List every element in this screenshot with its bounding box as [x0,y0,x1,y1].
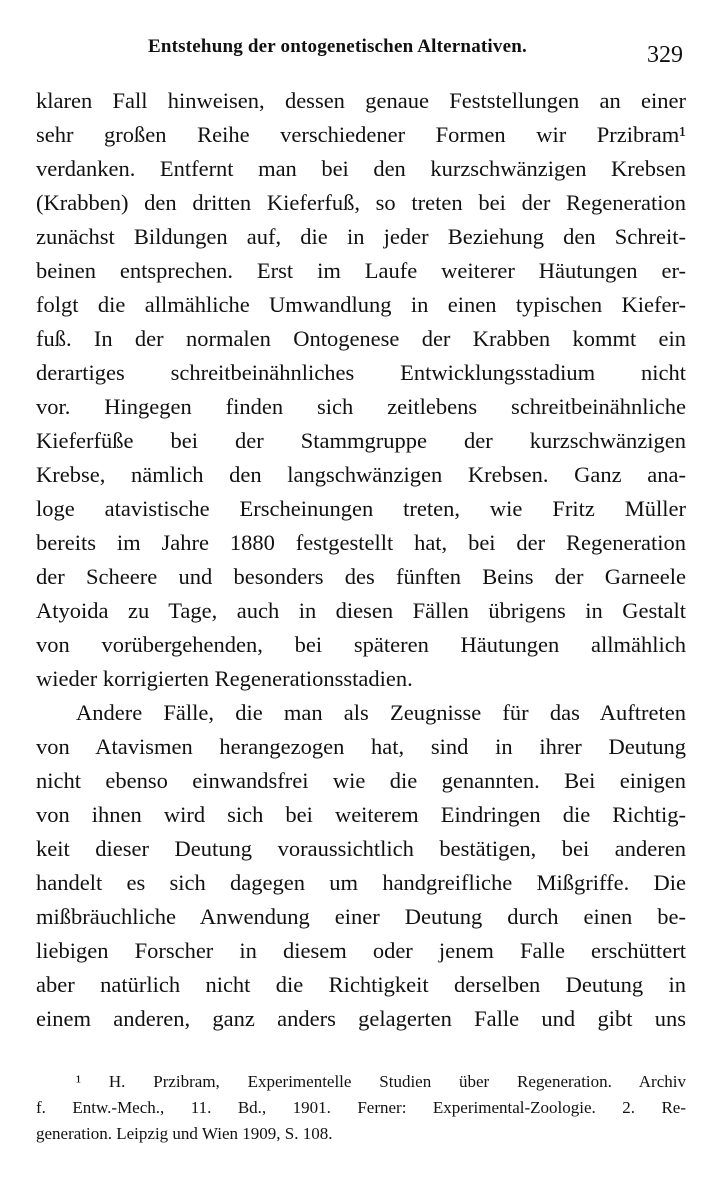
text-line: derartiges schreitbeinähnliches Entwicklungsstadium nicht [36,360,686,385]
text-line: sehr großen Reihe verschiedener Formen wir Przibram¹ [36,122,686,147]
footnote-line: f. Entw.-Mech., 11. Bd., 1901. Ferner: Experimental-Zoologie. 2. Re- [36,1098,686,1117]
paragraph-end-line: wieder korrigierten Regenerationsstadien. [36,666,413,691]
text-line: bereits im Jahre 1880 festgestellt hat, bei der Regeneration [36,530,686,555]
text-line: nicht ebenso einwandsfrei wie die genannten. Bei einigen [36,768,686,793]
text-line: zunächst Bildungen auf, die in jeder Beziehung den Schreit- [36,224,686,249]
text-line: keit dieser Deutung voraussichtlich bestätigen, bei anderen [36,836,686,861]
body-text [36,84,686,1036]
text-line: fuß. In der normalen Ontogenese der Krabben kommt ein [36,326,686,351]
text-line: vor. Hingegen finden sich zeitlebens schreitbeinähnliche [36,394,686,419]
footnote-line: ¹ H. Przibram, Experimentelle Studien über Regeneration. Archiv [76,1072,686,1091]
text-line: Kieferfüße bei der Stammgruppe der kurzschwänzigen [36,428,686,453]
text-line: aber natürlich nicht die Richtigkeit derselben Deutung in [36,972,686,997]
footnote-line: generation. Leipzig und Wien 1909, S. 108. [36,1124,333,1143]
text-line: mißbräuchliche Anwendung einer Deutung durch einen be- [36,904,686,929]
running-title: Entstehung der ontogenetischen Alternativen. [148,36,527,57]
text-line: klaren Fall hinweisen, dessen genaue Feststellungen an einer [36,88,686,113]
page-number: 329 [647,42,683,68]
text-line: Krebse, nämlich den langschwänzigen Krebsen. Ganz ana- [36,462,686,487]
text-line: der Scheere und besonders des fünften Beins der Garneele [36,564,686,589]
text-line: loge atavistische Erscheinungen treten, wie Fritz Müller [36,496,686,521]
text-line: Atyoida zu Tage, auch in diesen Fällen übrigens in Gestalt [36,598,686,623]
text-line: beinen entsprechen. Erst im Laufe weiterer Häutungen er- [36,258,686,283]
text-line: handelt es sich dagegen um handgreifliche Mißgriffe. Die [36,870,686,895]
text-line: von vorübergehenden, bei späteren Häutungen allmählich [36,632,686,657]
text-line: einem anderen, ganz anders gelagerten Falle und gibt uns [36,1006,686,1031]
text-line: liebigen Forscher in diesem oder jenem Falle erschüttert [36,938,686,963]
footnote-block [36,1069,686,1147]
paragraph-start-line: Andere Fälle, die man als Zeugnisse für das Auftreten [76,700,686,725]
text-line: von ihnen wird sich bei weiterem Eindringen die Richtig- [36,802,686,827]
text-line: von Atavismen herangezogen hat, sind in ihrer Deutung [36,734,686,759]
page-header [36,36,686,70]
text-line: folgt die allmähliche Umwandlung in einen typischen Kiefer- [36,292,686,317]
text-line: (Krabben) den dritten Kieferfuß, so treten bei der Regeneration [36,190,686,215]
text-line: verdanken. Entfernt man bei den kurzschwänzigen Krebsen [36,156,686,181]
